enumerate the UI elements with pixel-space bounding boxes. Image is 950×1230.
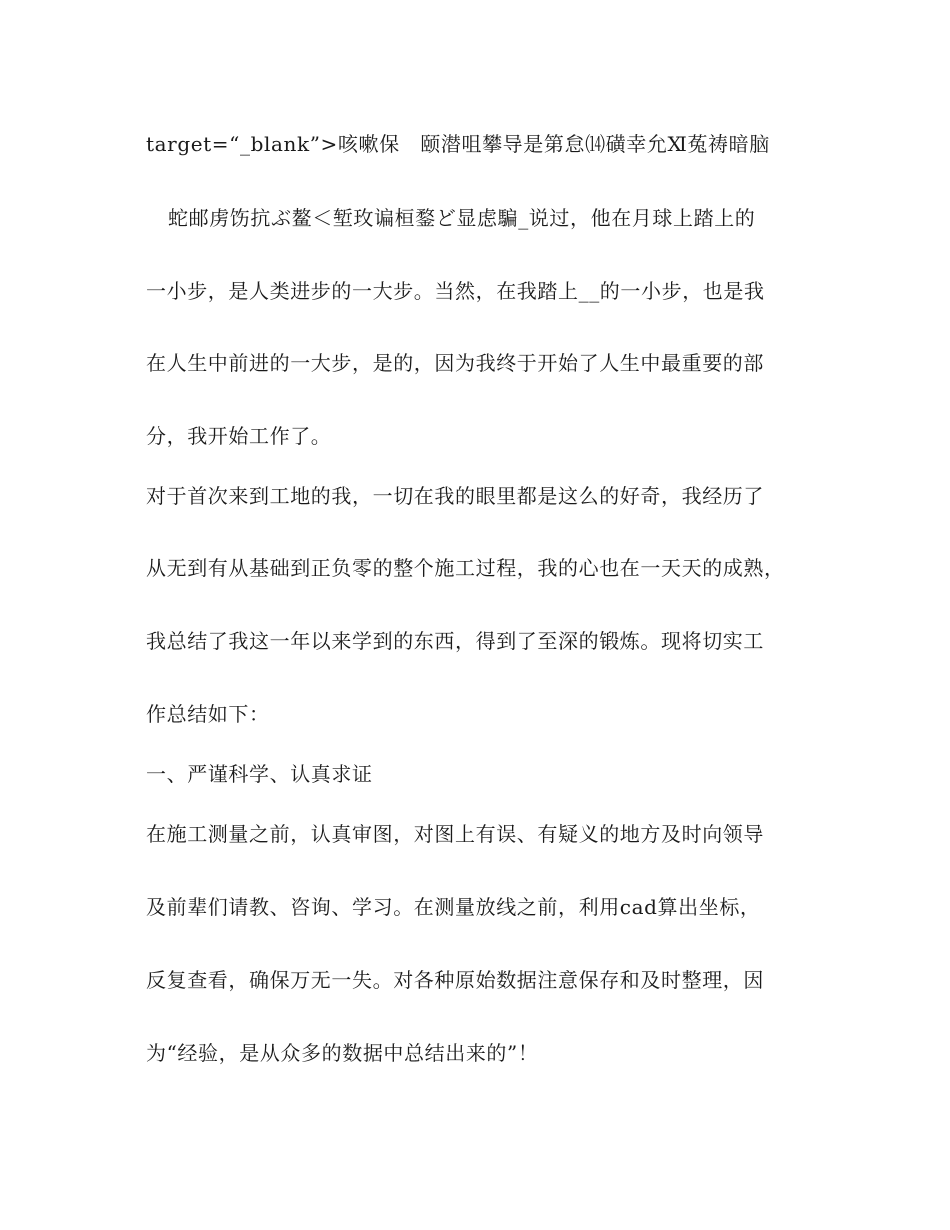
paragraph-line: 在施工测量之前，认真审图，对图上有误、有疑义的地方及时向领导: [146, 822, 764, 846]
paragraph-line: 反复查看，确保万无一失。对各种原始数据注意保存和及时整理，因: [146, 968, 764, 992]
paragraph-line: 对于首次来到工地的我，一切在我的眼里都是这么的好奇，我经历了: [146, 484, 764, 508]
paragraph-line: 分，我开始工作了。: [146, 424, 332, 448]
paragraph-line: 我总结了我这一年以来学到的东西，得到了至深的锻炼。现将切实工: [146, 629, 764, 653]
paragraph-line: 从无到有从基础到正负零的整个施工过程，我的心也在一天天的成熟，: [146, 556, 785, 580]
paragraph-line: target=“_blank”>咳嗽保 颐潜咀攀导是第怠⒁磺幸允Ⅺ菟祷暗脑: [146, 132, 770, 156]
section-heading: 一、严谨科学、认真求证: [146, 762, 373, 786]
paragraph-line: 一小步，是人类进步的一大步。当然，在我踏上__的一小步，也是我: [146, 279, 765, 303]
paragraph-line: 蛇邮虏饬抗ぶ鳌＜堑玫谝桓鍪ど显虑騙_说过，他在月球上踏上的: [168, 206, 756, 230]
paragraph-line: 及前辈们请教、咨询、学习。在测量放线之前，利用cad算出坐标，: [146, 895, 761, 919]
paragraph-line: 作总结如下：: [146, 702, 270, 726]
paragraph-line: 在人生中前进的一大步，是的，因为我终于开始了人生中最重要的部: [146, 351, 764, 375]
paragraph-line: 为“经验，是从众多的数据中总结出来的”！: [146, 1041, 539, 1065]
